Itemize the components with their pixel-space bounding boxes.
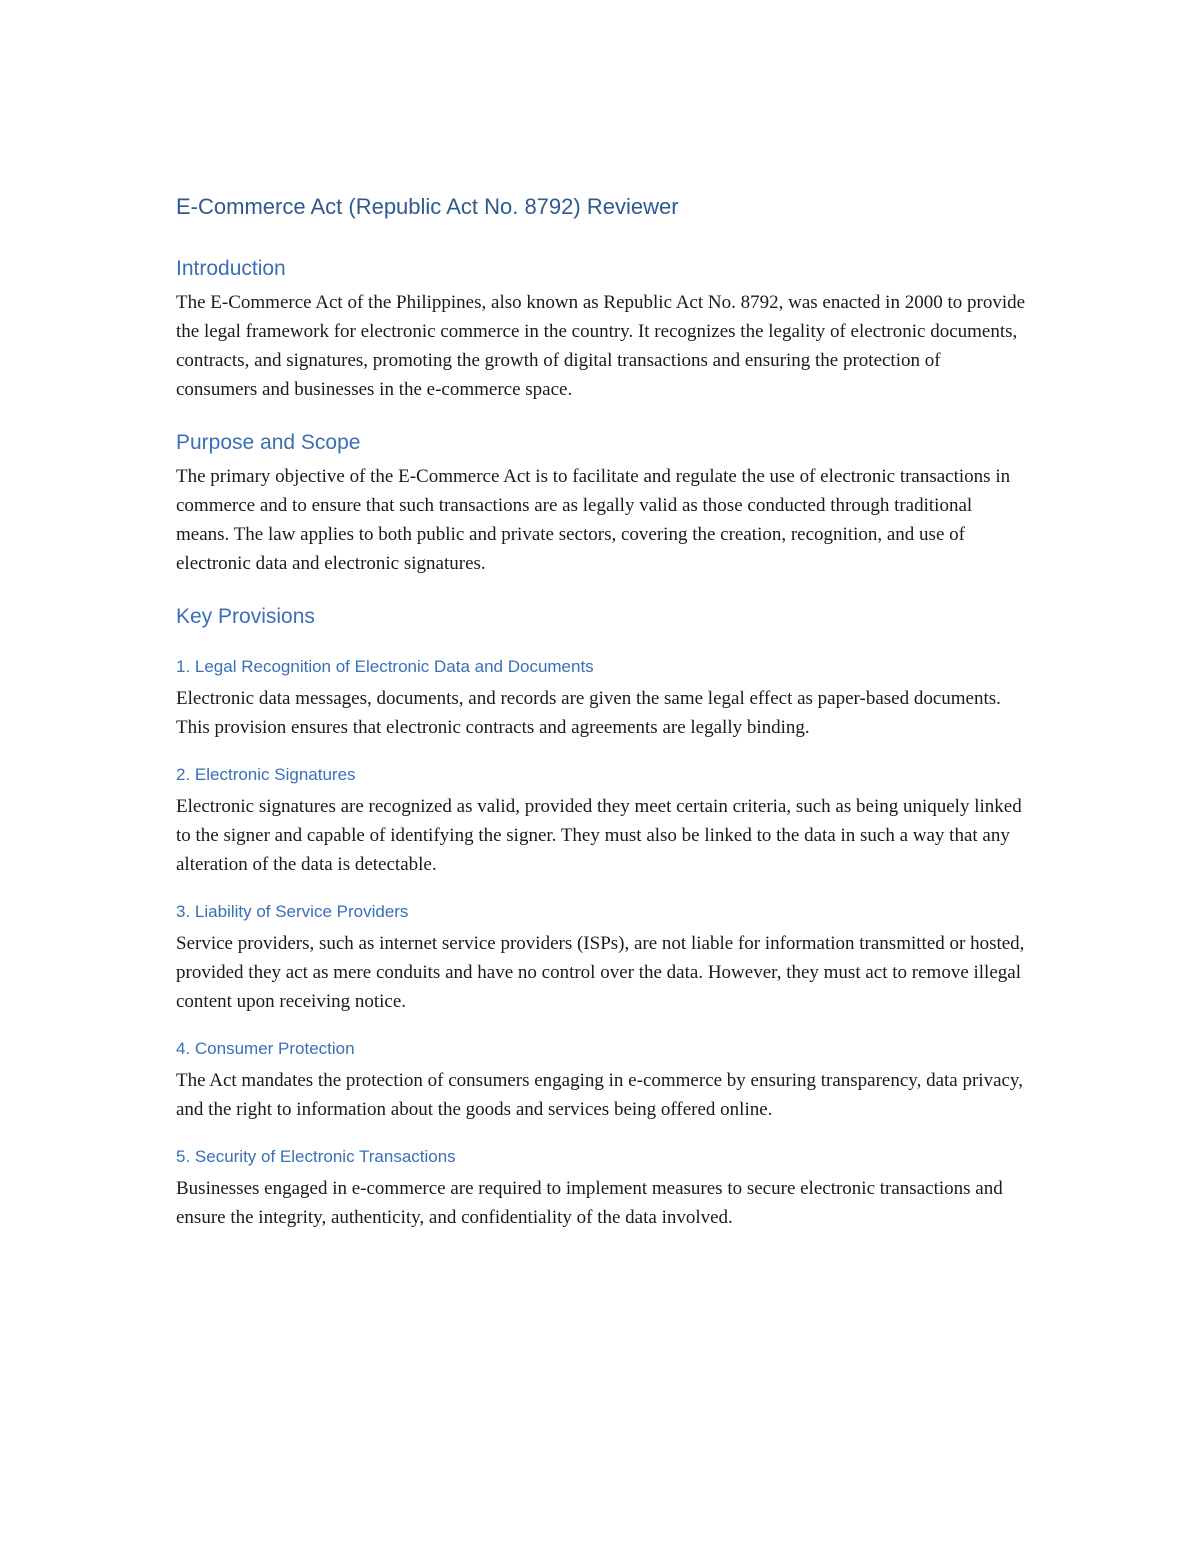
provision-item xyxy=(176,654,1026,742)
document-content xyxy=(176,190,1026,1252)
provision-item xyxy=(176,762,1026,879)
purpose-heading: Purpose and Scope xyxy=(176,431,361,454)
document-title: E-Commerce Act (Republic Act No. 8792) Reviewer xyxy=(176,194,679,219)
provision-heading: 1. Legal Recognition of Electronic Data and Documents xyxy=(176,657,594,676)
purpose-section xyxy=(176,428,1026,578)
provision-text: Electronic signatures are recognized as valid, provided they meet certain criteria, such as being uniquely linked to the signer and capable of identifying the signer. They must also be linked to the data in such a way that any alteration of the data is detectable. xyxy=(176,796,1022,875)
introduction-heading: Introduction xyxy=(176,257,286,280)
introduction-section xyxy=(176,254,1026,404)
key-provisions-section xyxy=(176,602,1026,632)
provision-text: Electronic data messages, documents, and records are given the same legal effect as paper-based documents. This provision ensures that electronic contracts and agreements are legally binding. xyxy=(176,688,1001,738)
provision-text: Service providers, such as internet service providers (ISPs), are not liable for information transmitted or hosted, provided they act as mere conduits and have no control over the data. However, they must act to remove illegal content upon receiving notice. xyxy=(176,933,1025,1012)
provision-item xyxy=(176,1036,1026,1124)
purpose-text: The primary objective of the E-Commerce Act is to facilitate and regulate the use of electronic transactions in commerce and to ensure that such transactions are as legally valid as those conducted through traditional means. The law applies to both public and private sectors, covering the creation, recognition, and use of electronic data and electronic signatures. xyxy=(176,466,1011,574)
key-provisions-heading: Key Provisions xyxy=(176,605,315,628)
provision-heading: 5. Security of Electronic Transactions xyxy=(176,1147,456,1166)
provision-text: The Act mandates the protection of consumers engaging in e-commerce by ensuring transparency, data privacy, and the right to information about the goods and services being offered online. xyxy=(176,1070,1023,1120)
introduction-text: The E-Commerce Act of the Philippines, also known as Republic Act No. 8792, was enacted in 2000 to provide the legal framework for electronic commerce in the country. It recognizes the legality of electronic documents, contracts, and signatures, promoting the growth of digital transactions and ensuring the protection of consumers and businesses in the e-commerce space. xyxy=(176,292,1026,400)
provision-item xyxy=(176,899,1026,1016)
provision-heading: 3. Liability of Service Providers xyxy=(176,902,409,921)
provision-heading: 4. Consumer Protection xyxy=(176,1039,355,1058)
provision-item xyxy=(176,1144,1026,1232)
provision-heading: 2. Electronic Signatures xyxy=(176,765,356,784)
provision-text: Businesses engaged in e-commerce are required to implement measures to secure electronic transactions and ensure the integrity, authenticity, and confidentiality of the data involved. xyxy=(176,1178,1003,1228)
